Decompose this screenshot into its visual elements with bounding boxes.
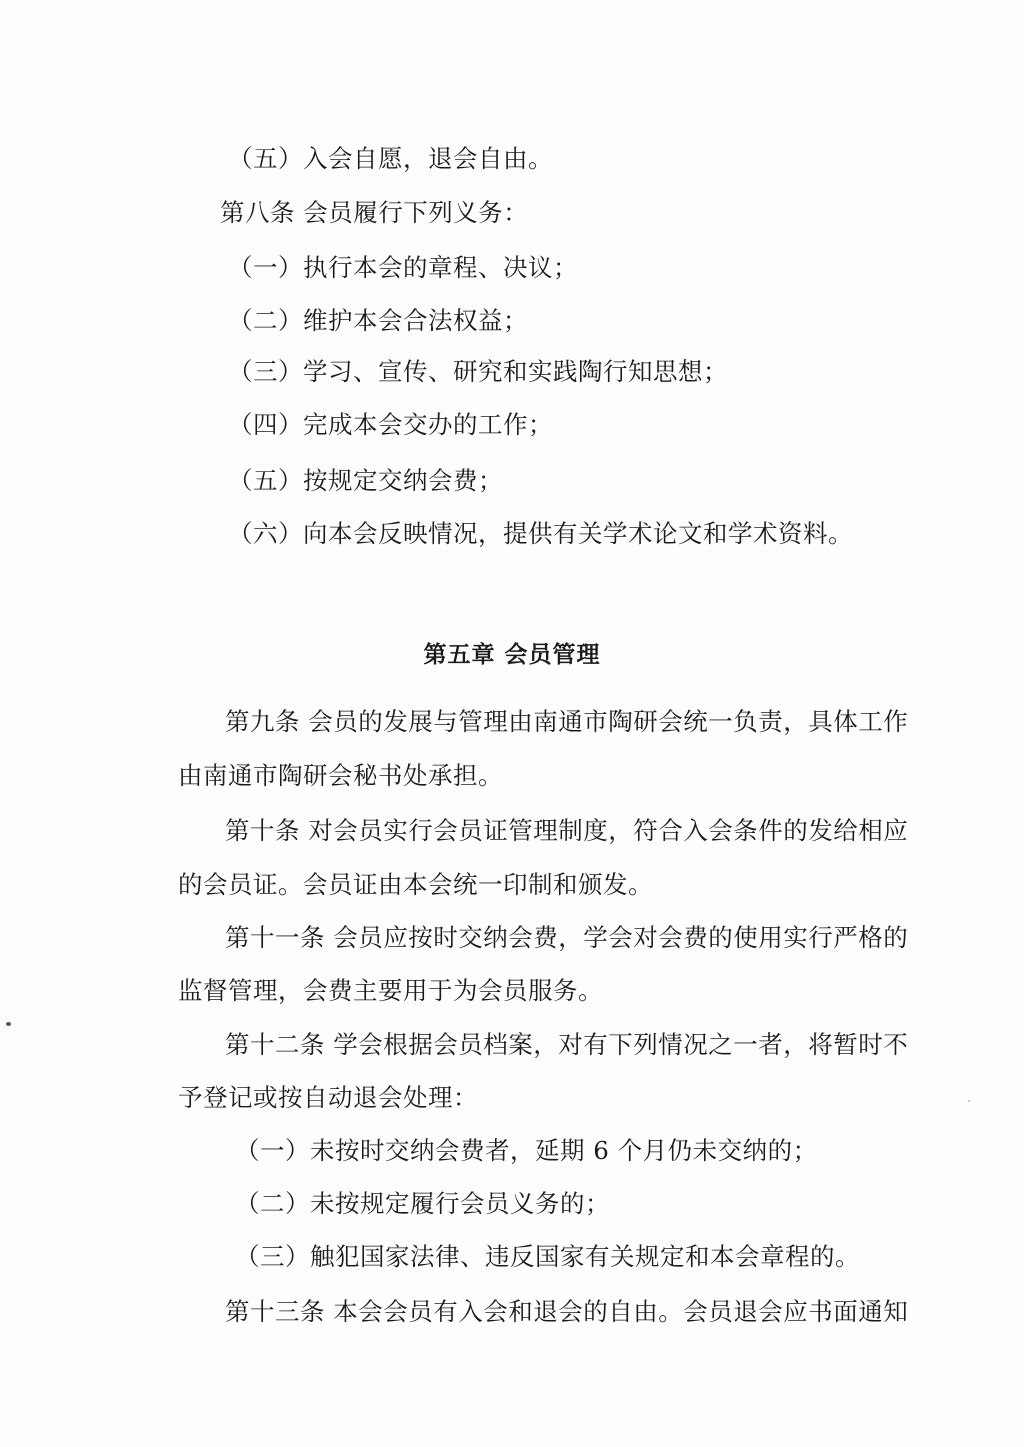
paragraph-line: 第十一条 会员应按时交纳会费，学会对会费的使用实行严格的 [225, 923, 909, 952]
list-item: （三）触犯国家法律、违反国家有关规定和本会章程的。 [235, 1242, 860, 1271]
list-item: （三）学习、宣传、研究和实践陶行知思想； [228, 357, 728, 386]
list-item: （四）完成本会交办的工作； [228, 410, 553, 439]
paragraph-line: 第九条 会员的发展与管理由南通市陶研会统一负责，具体工作 [225, 707, 909, 736]
list-item: （二）维护本会合法权益； [228, 306, 528, 335]
list-item: （五）按规定交纳会费； [228, 466, 503, 495]
list-item: （一）未按时交纳会费者，延期 6 个月仍未交纳的； [235, 1136, 818, 1165]
scan-speck [6, 1022, 11, 1026]
list-item: （六）向本会反映情况，提供有关学术论文和学术资料。 [228, 519, 853, 548]
chapter-title: 第五章 会员管理 [423, 642, 601, 668]
list-item: （五）入会自愿，退会自由。 [228, 144, 553, 173]
list-item: （二）未按规定履行会员义务的； [235, 1189, 610, 1218]
paragraph-line: 监督管理，会费主要用于为会员服务。 [178, 976, 603, 1005]
paragraph-line: 第十条 对会员实行会员证管理制度，符合入会条件的发给相应 [225, 816, 909, 845]
paragraph-line: 第十三条 本会会员有入会和退会的自由。会员退会应书面通知 [225, 1297, 909, 1326]
article-heading: 第八条 会员履行下列义务： [220, 198, 529, 227]
paragraph-line: 第十二条 学会根据会员档案，对有下列情况之一者，将暂时不 [225, 1030, 909, 1059]
list-item: （一）执行本会的章程、决议； [228, 253, 578, 282]
scan-speck [968, 1100, 970, 1102]
paragraph-line: 由南通市陶研会秘书处承担。 [178, 761, 503, 790]
paragraph-line: 予登记或按自动退会处理： [178, 1083, 478, 1112]
paragraph-line: 的会员证。会员证由本会统一印制和颁发。 [178, 870, 653, 899]
